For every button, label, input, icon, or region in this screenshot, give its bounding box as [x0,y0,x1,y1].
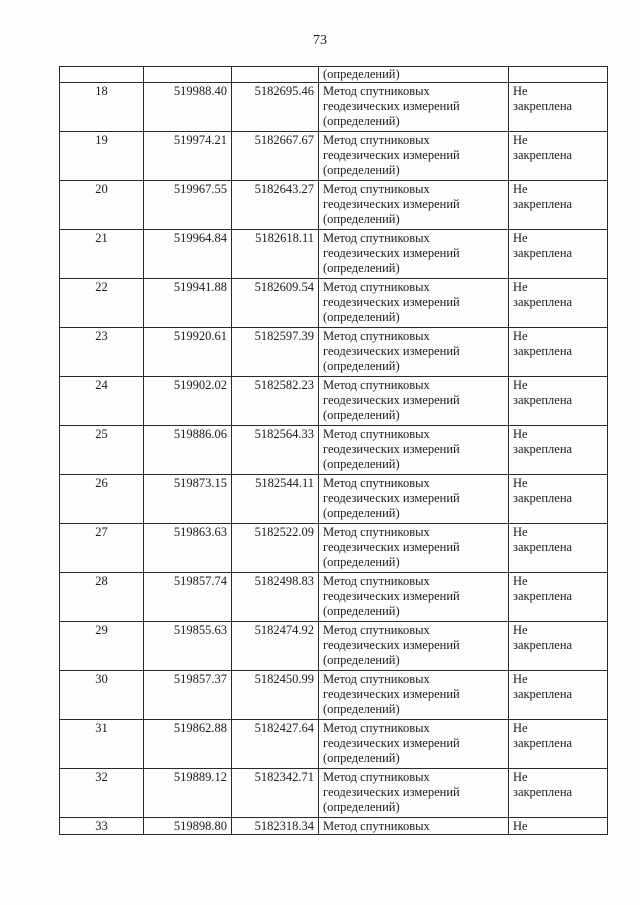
cell-method [319,524,509,573]
cell-line: Метод спутниковых [323,231,430,245]
cell-line: Не [513,84,528,98]
cell-line: (определений) [323,261,400,275]
cell-method [319,279,509,328]
cell-x: 519988.40 [144,83,232,132]
table-row [60,573,608,622]
cell-line: (определений) [323,310,400,324]
cell-fixation [509,67,608,83]
cell-method [319,573,509,622]
cell-fixation [509,83,608,132]
cell-point-number: 25 [60,426,144,475]
cell-line: геодезических измерений [323,736,460,750]
cell-x: 519863.63 [144,524,232,573]
cell-line: Метод спутниковых [323,133,430,147]
cell-method [319,377,509,426]
cell-line: (определений) [323,408,400,422]
cell-x: 519941.88 [144,279,232,328]
cell-point-number: 31 [60,720,144,769]
cell-line: закреплена [513,491,573,505]
cell-line: закреплена [513,99,573,113]
page-number: 73 [313,33,327,48]
cell-line: Метод спутниковых [323,525,430,539]
cell-method [319,132,509,181]
cell-y: 5182643.27 [232,181,319,230]
cell-line: Метод спутниковых [323,721,430,735]
table-row [60,524,608,573]
cell-line: Не [513,182,528,196]
cell-line: (определений) [323,800,400,814]
cell-line: Не [513,133,528,147]
coordinates-table [59,66,608,835]
cell-line: (определений) [323,604,400,618]
cell-point-number: 33 [60,818,144,835]
cell-line: геодезических измерений [323,442,460,456]
cell-fixation [509,720,608,769]
cell-method [319,720,509,769]
cell-y: 5182564.33 [232,426,319,475]
cell-x: 519886.06 [144,426,232,475]
cell-method [319,181,509,230]
table-row [60,475,608,524]
cell-fixation [509,328,608,377]
cell-y: 5182695.46 [232,83,319,132]
cell-line: Не [513,329,528,343]
cell-line: Метод спутниковых [323,280,430,294]
cell-method [319,426,509,475]
table-row [60,328,608,377]
cell-line: (определений) [323,359,400,373]
cell-y: 5182474.92 [232,622,319,671]
cell-line: геодезических измерений [323,540,460,554]
cell-line: геодезических измерений [323,148,460,162]
cell-line: Не [513,574,528,588]
cell-x: 519889.12 [144,769,232,818]
cell-line: закреплена [513,638,573,652]
table-row [60,769,608,818]
cell-fixation [509,573,608,622]
cell-line: закреплена [513,197,573,211]
cell-line: Не [513,770,528,784]
cell-line: (определений) [323,702,400,716]
cell-line: закреплена [513,295,573,309]
table-row [60,377,608,426]
cell-line: Метод спутниковых [323,623,430,637]
cell-method [319,769,509,818]
cell-x: 519862.88 [144,720,232,769]
cell-line: закреплена [513,442,573,456]
cell-y: 5182609.54 [232,279,319,328]
cell-line: Метод спутниковых [323,770,430,784]
cell-y: 5182618.11 [232,230,319,279]
cell-method [319,622,509,671]
cell-method: (определений) [319,67,509,83]
cell-line: Не [513,623,528,637]
cell-line: геодезических измерений [323,687,460,701]
cell-line: геодезических измерений [323,344,460,358]
cell-method [319,328,509,377]
cell-line: закреплена [513,344,573,358]
cell-method [319,230,509,279]
cell-line: закреплена [513,540,573,554]
cell-point-number: 29 [60,622,144,671]
cell-point-number: 26 [60,475,144,524]
cell-y: 5182582.23 [232,377,319,426]
cell-line: (определений) [323,653,400,667]
cell-y [232,67,319,83]
cell-y: 5182427.64 [232,720,319,769]
cell-line: геодезических измерений [323,295,460,309]
cell-line: геодезических измерений [323,393,460,407]
cell-point-number: 18 [60,83,144,132]
cell-x: 519967.55 [144,181,232,230]
cell-line: Не [513,476,528,490]
cell-y: 5182318.34 [232,818,319,835]
table-row [60,720,608,769]
cell-line: (определений) [323,212,400,226]
table-row [60,818,608,835]
cell-y: 5182498.83 [232,573,319,622]
cell-line: (определений) [323,506,400,520]
cell-fixation [509,769,608,818]
cell-fixation [509,230,608,279]
cell-point-number: 30 [60,671,144,720]
cell-y: 5182597.39 [232,328,319,377]
cell-x: 519920.61 [144,328,232,377]
table-row [60,132,608,181]
cell-point-number [60,67,144,83]
cell-line: Метод спутниковых [323,84,430,98]
cell-x: 519857.37 [144,671,232,720]
cell-line: Метод спутниковых [323,427,430,441]
cell-point-number: 28 [60,573,144,622]
cell-line: закреплена [513,393,573,407]
cell-line: закреплена [513,785,573,799]
cell-line: Метод спутниковых [323,182,430,196]
cell-fixation [509,426,608,475]
cell-point-number: 24 [60,377,144,426]
cell-x: 519974.21 [144,132,232,181]
cell-line: Метод спутниковых [323,672,430,686]
cell-fixation: Не [509,818,608,835]
cell-line: Не [513,525,528,539]
cell-method [319,475,509,524]
table-row [60,279,608,328]
cell-fixation [509,524,608,573]
cell-point-number: 23 [60,328,144,377]
cell-x: 519898.80 [144,818,232,835]
cell-line: Не [513,721,528,735]
cell-line: геодезических измерений [323,491,460,505]
cell-line: геодезических измерений [323,785,460,799]
cell-x: 519855.63 [144,622,232,671]
cell-point-number: 22 [60,279,144,328]
cell-y: 5182667.67 [232,132,319,181]
table-row [60,622,608,671]
cell-fixation [509,181,608,230]
cell-point-number: 19 [60,132,144,181]
table-row [60,83,608,132]
cell-line: Не [513,672,528,686]
cell-line: (определений) [323,555,400,569]
cell-line: (определений) [323,163,400,177]
cell-line: Метод спутниковых [323,476,430,490]
cell-line: Не [513,427,528,441]
cell-line: Метод спутниковых [323,574,430,588]
cell-point-number: 27 [60,524,144,573]
cell-method: Метод спутниковых [319,818,509,835]
cell-line: геодезических измерений [323,246,460,260]
cell-y: 5182544.11 [232,475,319,524]
table-row [60,230,608,279]
cell-fixation [509,279,608,328]
cell-line: Не [513,378,528,392]
table-row [60,426,608,475]
cell-line: закреплена [513,687,573,701]
cell-y: 5182342.71 [232,769,319,818]
cell-point-number: 32 [60,769,144,818]
cell-line: (определений) [323,751,400,765]
cell-x: 519857.74 [144,573,232,622]
cell-method [319,83,509,132]
cell-line: закреплена [513,148,573,162]
cell-x: 519873.15 [144,475,232,524]
cell-line: геодезических измерений [323,589,460,603]
cell-x: 519964.84 [144,230,232,279]
cell-point-number: 21 [60,230,144,279]
cell-y: 5182522.09 [232,524,319,573]
table-row-continued [60,67,608,83]
cell-line: закреплена [513,246,573,260]
cell-line: геодезических измерений [323,638,460,652]
cell-fixation [509,671,608,720]
cell-fixation [509,132,608,181]
cell-line: Метод спутниковых [323,378,430,392]
cell-fixation [509,475,608,524]
cell-line: (определений) [323,114,400,128]
cell-line: Метод спутниковых [323,329,430,343]
cell-line: закреплена [513,589,573,603]
coordinates-table-body [60,67,608,835]
table-row [60,181,608,230]
cell-method [319,671,509,720]
cell-x [144,67,232,83]
cell-line: геодезических измерений [323,99,460,113]
cell-line: геодезических измерений [323,197,460,211]
cell-line: Не [513,280,528,294]
cell-line: Не [513,231,528,245]
cell-fixation [509,622,608,671]
cell-x: 519902.02 [144,377,232,426]
cell-line: закреплена [513,736,573,750]
cell-point-number: 20 [60,181,144,230]
cell-fixation [509,377,608,426]
cell-line: (определений) [323,457,400,471]
cell-y: 5182450.99 [232,671,319,720]
table-row [60,671,608,720]
